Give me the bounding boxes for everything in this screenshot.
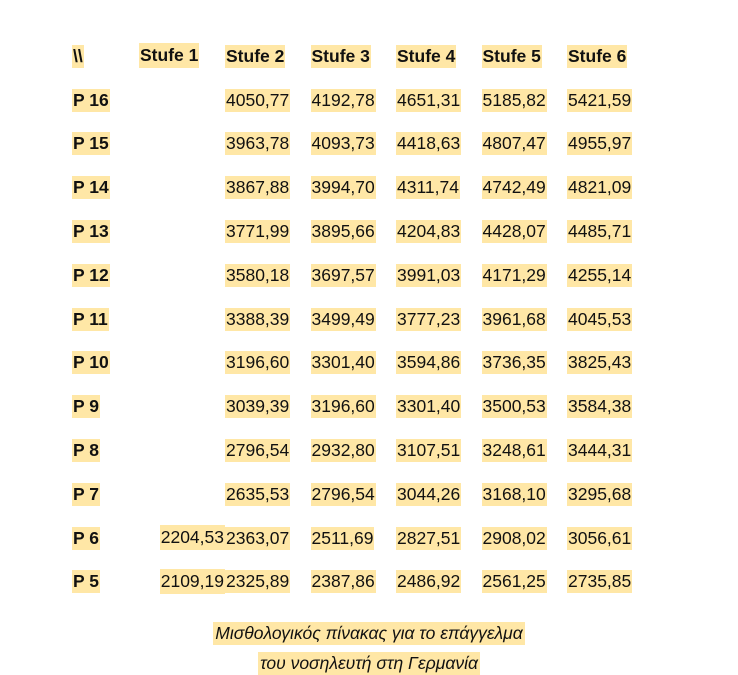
value-cell xyxy=(567,297,653,341)
header-stufe-5: Stufe 5 xyxy=(482,45,541,66)
table-row xyxy=(72,297,653,341)
cell-value: 3444,31 xyxy=(568,440,632,461)
cell-value: 2561,25 xyxy=(482,571,546,592)
cell-value: 3777,23 xyxy=(397,308,461,329)
cell-value: 3961,68 xyxy=(482,308,546,329)
value-cell xyxy=(482,516,568,560)
row-label-cell xyxy=(72,165,139,209)
value-cell xyxy=(567,341,653,385)
value-cell xyxy=(482,341,568,385)
row-label: P 12 xyxy=(73,264,109,285)
value-cell xyxy=(396,253,482,297)
row-label-cell xyxy=(72,384,139,428)
cell-value: 3963,78 xyxy=(226,133,290,154)
caption-line-2 xyxy=(0,652,738,674)
value-cell xyxy=(396,122,482,166)
value-cell xyxy=(482,472,568,516)
value-cell xyxy=(482,560,568,604)
cell-value: 4742,49 xyxy=(482,177,546,198)
value-cell xyxy=(225,560,311,604)
table-row xyxy=(72,560,653,604)
salary-table xyxy=(72,34,653,603)
value-cell xyxy=(311,472,397,516)
table-row xyxy=(72,341,653,385)
cell-value: 3991,03 xyxy=(397,264,461,285)
value-cell xyxy=(311,253,397,297)
header-cell xyxy=(225,34,311,78)
value-cell xyxy=(396,78,482,122)
row-label-cell xyxy=(72,122,139,166)
cell-value: 2511,69 xyxy=(311,527,374,548)
value-cell xyxy=(225,78,311,122)
header-stufe-6: Stufe 6 xyxy=(568,45,627,66)
value-cell xyxy=(567,209,653,253)
value-cell xyxy=(139,384,225,428)
value-cell xyxy=(396,209,482,253)
header-stufe-1: Stufe 1 xyxy=(139,43,199,68)
header-stufe-2: Stufe 2 xyxy=(226,45,285,66)
value-cell xyxy=(396,472,482,516)
value-cell xyxy=(396,516,482,560)
row-label-cell xyxy=(72,78,139,122)
value-cell xyxy=(311,560,397,604)
header-cell xyxy=(139,34,225,78)
value-cell xyxy=(225,253,311,297)
value-cell xyxy=(482,165,568,209)
cell-value: 3994,70 xyxy=(311,177,375,198)
value-cell xyxy=(482,384,568,428)
value-cell xyxy=(396,428,482,472)
value-cell xyxy=(225,516,311,560)
cell-value: 3895,66 xyxy=(311,221,375,242)
table-row xyxy=(72,428,653,472)
cell-value: 3196,60 xyxy=(226,352,290,373)
value-cell xyxy=(311,78,397,122)
value-cell xyxy=(482,122,568,166)
value-cell xyxy=(311,122,397,166)
caption-line-1-text: Μισθολογικός πίνακας για το επάγγελμα xyxy=(215,623,523,643)
cell-value: 2908,02 xyxy=(482,527,546,548)
cell-value: 4955,97 xyxy=(568,133,632,154)
row-label: P 14 xyxy=(73,177,109,198)
cell-value: 3825,43 xyxy=(568,352,632,373)
cell-value: 5421,59 xyxy=(568,89,632,110)
row-label-cell xyxy=(72,341,139,385)
corner-label: \\ xyxy=(73,45,83,66)
cell-value: 3736,35 xyxy=(482,352,546,373)
value-cell xyxy=(396,560,482,604)
header-cell xyxy=(567,34,653,78)
header-row xyxy=(72,34,653,78)
cell-value: 3295,68 xyxy=(568,483,632,504)
value-cell xyxy=(225,122,311,166)
cell-value: 3107,51 xyxy=(397,440,461,461)
value-cell xyxy=(567,253,653,297)
value-cell xyxy=(396,165,482,209)
cell-value: 3388,39 xyxy=(226,308,290,329)
value-cell xyxy=(482,209,568,253)
value-cell xyxy=(396,297,482,341)
cell-value: 2486,92 xyxy=(397,571,461,592)
value-cell xyxy=(567,122,653,166)
value-cell xyxy=(139,253,225,297)
row-label-cell xyxy=(72,297,139,341)
cell-value: 3196,60 xyxy=(311,396,375,417)
corner-cell xyxy=(72,34,139,78)
row-label: P 9 xyxy=(73,396,99,417)
value-cell xyxy=(311,384,397,428)
cell-value: 3044,26 xyxy=(397,483,461,504)
value-cell xyxy=(567,165,653,209)
value-cell xyxy=(567,516,653,560)
row-label-cell xyxy=(72,253,139,297)
value-cell xyxy=(567,78,653,122)
value-cell xyxy=(396,341,482,385)
value-cell xyxy=(311,516,397,560)
value-cell xyxy=(567,428,653,472)
table-row xyxy=(72,253,653,297)
cell-value: 3771,99 xyxy=(226,221,290,242)
value-cell xyxy=(482,297,568,341)
table-row xyxy=(72,384,653,428)
value-cell xyxy=(225,209,311,253)
cell-value: 4050,77 xyxy=(226,89,290,110)
table-row xyxy=(72,209,653,253)
cell-value: 5185,82 xyxy=(482,89,546,110)
cell-value: 3301,40 xyxy=(311,352,375,373)
row-label: P 10 xyxy=(73,352,109,373)
cell-value: 4418,63 xyxy=(397,133,461,154)
cell-value: 2325,89 xyxy=(226,571,290,592)
value-cell xyxy=(225,472,311,516)
cell-value: 3248,61 xyxy=(482,440,546,461)
cell-value: 4204,83 xyxy=(397,221,461,242)
cell-value: 4171,29 xyxy=(482,264,546,285)
value-cell xyxy=(139,428,225,472)
cell-value: 4428,07 xyxy=(482,221,546,242)
cell-value: 4651,31 xyxy=(397,89,461,110)
header-stufe-4: Stufe 4 xyxy=(397,45,456,66)
cell-value: 4045,53 xyxy=(568,308,632,329)
row-label-cell xyxy=(72,428,139,472)
cell-value: 4821,09 xyxy=(568,177,632,198)
cell-value: 2387,86 xyxy=(311,571,375,592)
value-cell xyxy=(567,560,653,604)
row-label: P 6 xyxy=(73,527,99,548)
cell-value: 3697,57 xyxy=(311,264,375,285)
value-cell xyxy=(139,472,225,516)
value-cell xyxy=(139,297,225,341)
cell-value: 3056,61 xyxy=(568,527,632,548)
value-cell xyxy=(482,78,568,122)
table-row xyxy=(72,516,653,560)
cell-value: 2204,53 xyxy=(160,525,225,550)
cell-value: 4807,47 xyxy=(482,133,546,154)
row-label: P 7 xyxy=(73,483,99,504)
value-cell xyxy=(311,428,397,472)
cell-value: 4093,73 xyxy=(311,133,375,154)
cell-value: 3168,10 xyxy=(482,483,546,504)
caption-line-2-text: του νοσηλευτή στη Γερμανία xyxy=(260,653,478,673)
value-cell xyxy=(482,253,568,297)
cell-value: 3867,88 xyxy=(226,177,290,198)
table-row xyxy=(72,122,653,166)
row-label-cell xyxy=(72,560,139,604)
value-cell xyxy=(225,297,311,341)
row-label: P 8 xyxy=(73,440,99,461)
value-cell xyxy=(139,122,225,166)
value-cell xyxy=(225,341,311,385)
cell-value: 3039,39 xyxy=(226,396,290,417)
value-cell xyxy=(139,165,225,209)
cell-value: 4192,78 xyxy=(311,89,375,110)
cell-value: 2827,51 xyxy=(397,527,461,548)
cell-value: 3580,18 xyxy=(226,264,290,285)
table-row xyxy=(72,78,653,122)
value-cell xyxy=(225,384,311,428)
cell-value: 4311,74 xyxy=(397,177,459,198)
row-label-cell xyxy=(72,516,139,560)
value-cell xyxy=(311,165,397,209)
cell-value: 4485,71 xyxy=(568,221,632,242)
row-label-cell xyxy=(72,209,139,253)
value-cell xyxy=(139,341,225,385)
cell-value: 4255,14 xyxy=(568,264,632,285)
header-cell xyxy=(396,34,482,78)
header-stufe-3: Stufe 3 xyxy=(311,45,370,66)
value-cell xyxy=(139,560,225,604)
value-cell xyxy=(139,516,225,560)
cell-value: 2635,53 xyxy=(226,483,290,504)
value-cell xyxy=(311,209,397,253)
cell-value: 2363,07 xyxy=(226,527,290,548)
cell-value: 2109,19 xyxy=(160,569,225,594)
value-cell xyxy=(567,384,653,428)
cell-value: 3500,53 xyxy=(482,396,546,417)
header-cell xyxy=(311,34,397,78)
cell-value: 3594,86 xyxy=(397,352,461,373)
cell-value: 3301,40 xyxy=(397,396,461,417)
salary-table-body xyxy=(72,34,653,603)
value-cell xyxy=(139,78,225,122)
value-cell xyxy=(311,297,397,341)
value-cell xyxy=(139,209,225,253)
cell-value: 2796,54 xyxy=(226,440,290,461)
cell-value: 2735,85 xyxy=(568,571,632,592)
row-label: P 16 xyxy=(73,89,109,110)
value-cell xyxy=(225,165,311,209)
table-row xyxy=(72,472,653,516)
value-cell xyxy=(396,384,482,428)
table-row xyxy=(72,165,653,209)
row-label-cell xyxy=(72,472,139,516)
cell-value: 2796,54 xyxy=(311,483,375,504)
cell-value: 2932,80 xyxy=(311,440,375,461)
row-label: P 13 xyxy=(73,221,109,242)
header-cell xyxy=(482,34,568,78)
value-cell xyxy=(311,341,397,385)
row-label: P 11 xyxy=(73,308,108,329)
row-label: P 15 xyxy=(73,133,109,154)
value-cell xyxy=(225,428,311,472)
value-cell xyxy=(482,428,568,472)
cell-value: 3499,49 xyxy=(311,308,375,329)
caption-line-1 xyxy=(0,622,738,644)
value-cell xyxy=(567,472,653,516)
cell-value: 3584,38 xyxy=(568,396,632,417)
row-label: P 5 xyxy=(73,571,99,592)
